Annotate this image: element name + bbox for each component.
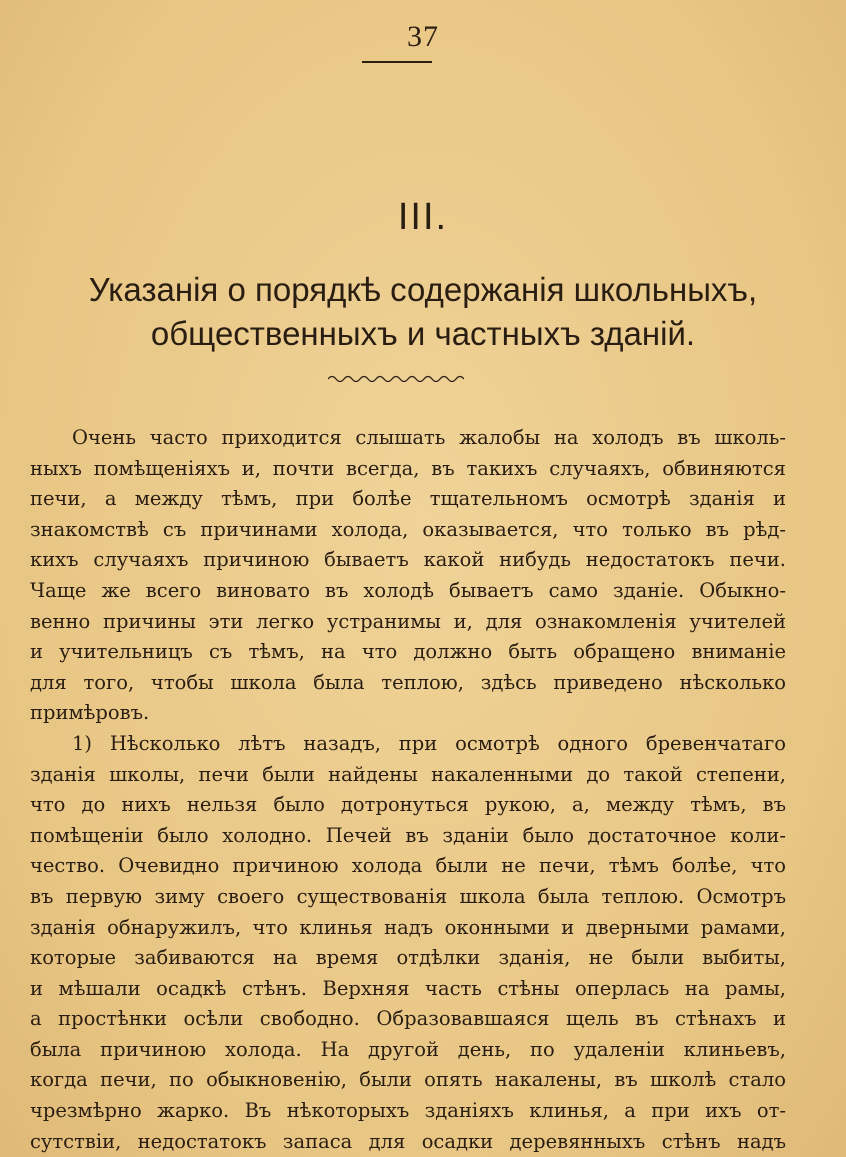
text-line: и учительницъ съ тѣмъ, на что должно быть обращено вниманіе xyxy=(30,640,786,664)
text-line: венно причины эти легко устранимы и, для ознакомленія учителей xyxy=(30,609,786,633)
body-text xyxy=(30,423,786,1157)
text-line: знакомствѣ съ причинами холода, оказывается, что только въ рѣд- xyxy=(30,517,786,541)
text-line: сутствіи, недостатокъ запаса для осадки деревянныхъ стѣнъ надъ xyxy=(30,1129,786,1153)
text-line: зданія школы, печи были найдены накаленными до такой степени, xyxy=(30,762,786,786)
text-line: кихъ случаяхъ причиною бываетъ какой нибудь недостатокъ печи. xyxy=(30,548,786,572)
section-title-line: общественныхъ и частныхъ зданій. xyxy=(150,315,696,352)
text-line: помѣщеніи было холодно. Печей въ зданіи было достаточное коли- xyxy=(30,823,786,847)
section-title xyxy=(10,268,836,356)
text-line: для того, чтобы школа была теплою, здѣсь приведено нѣсколько xyxy=(30,670,786,694)
text-line: и мѣшали осадкѣ стѣнъ. Верхняя часть стѣны оперлась на рамы, xyxy=(30,976,786,1000)
text-line: зданія обнаружилъ, что клинья надъ оконными и дверными рамами, xyxy=(30,915,786,939)
text-line: въ первую зиму своего существованія школа была теплою. Осмотръ xyxy=(30,884,786,908)
text-line: печи, а между тѣмъ, при болѣе тщательномъ осмотрѣ зданія и xyxy=(30,487,786,511)
text-line: что до нихъ нельзя было дотронуться рукою, а, между тѣмъ, въ xyxy=(30,793,786,817)
text-line: примѣровъ. xyxy=(30,701,150,725)
page-number-rule xyxy=(362,61,432,63)
text-line: чество. Очевидно причиною холода были не печи, тѣмъ болѣе, что xyxy=(30,854,786,878)
text-line: чрезмѣрно жарко. Въ нѣкоторыхъ зданіяхъ клинья, а при ихъ от- xyxy=(30,1099,786,1123)
wave-ornament-icon xyxy=(328,372,464,386)
text-line: которые забиваются на время отдѣлки зданія, не были выбиты, xyxy=(30,946,786,970)
text-line: 1) Нѣсколько лѣтъ назадъ, при осмотрѣ одного бревенчатаго xyxy=(72,731,786,755)
text-line: Чаще же всего виновато въ холодѣ бываетъ само зданіе. Обыкно- xyxy=(30,578,786,602)
page-number: 37 xyxy=(407,20,439,53)
text-line: а простѣнки осѣли свободно. Образовавшаяся щель въ стѣнахъ и xyxy=(30,1007,786,1031)
text-line: была причиною холода. На другой день, по удаленіи клиньевъ, xyxy=(30,1037,786,1061)
text-line: Очень часто приходится слышать жалобы на холодъ въ школь- xyxy=(72,426,786,449)
text-line: ныхъ помѣщеніяхъ и, почти всегда, въ такихъ случаяхъ, обвиняются xyxy=(30,456,786,480)
section-number: III. xyxy=(397,196,449,238)
section-title-line: Указанія о порядкѣ содержанія школьныхъ, xyxy=(88,271,758,308)
text-line: когда печи, по обыкновенію, были опять накалены, въ школѣ стало xyxy=(30,1068,786,1092)
